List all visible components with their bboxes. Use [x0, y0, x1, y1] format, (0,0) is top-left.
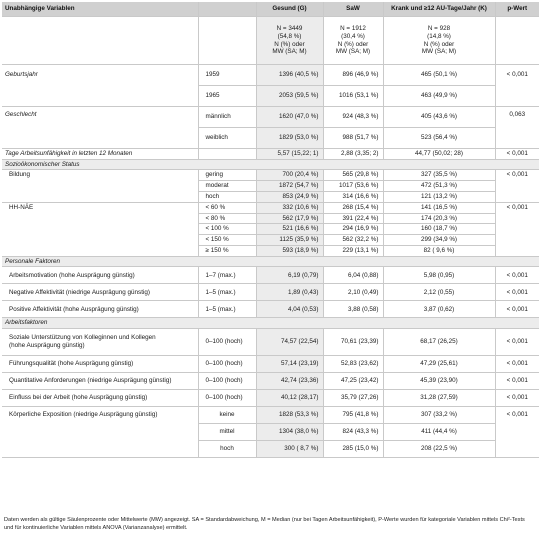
value-cell: 285 (15,0 %)	[323, 440, 383, 457]
value-cell: 2,12 (0,55)	[383, 284, 495, 301]
table-row	[2, 301, 539, 318]
scale-cell: 1–7 (max.)	[198, 267, 256, 284]
section-title-arbeit: Arbeitsfaktoren	[2, 318, 539, 329]
table-row	[2, 406, 539, 423]
p-value-cell: < 0,001	[495, 267, 539, 284]
scale-cell: 0–100 (hoch)	[198, 328, 256, 355]
scale-cell: 1–5 (max.)	[198, 301, 256, 318]
row-label: Quantitative Anforderungen (niedrige Ausprägung günstig)	[2, 372, 198, 389]
value-cell: 6,04 (0,88)	[323, 267, 383, 284]
value-cell: 307 (33,2 %)	[383, 406, 495, 423]
category-cell: 1959	[198, 65, 256, 86]
value-cell: 314 (16,6 %)	[323, 191, 383, 202]
value-cell: 1396 (40,5 %)	[256, 65, 323, 86]
category-cell: gering	[198, 170, 256, 181]
section-row	[2, 256, 539, 267]
subheader-krank: N = 928 (14,8 %) N (%) oder MW (SA; M)	[383, 17, 495, 65]
section-title-personal: Personale Faktoren	[2, 256, 539, 267]
value-cell: 229 (13,1 %)	[323, 245, 383, 256]
p-value-cell: 0,063	[495, 107, 539, 149]
value-cell: 391 (22,4 %)	[323, 213, 383, 224]
footnote	[4, 517, 538, 532]
table-row	[2, 372, 539, 389]
row-label-geburtsjahr: Geburtsjahr	[2, 65, 198, 107]
value-cell: 300 ( 8,7 %)	[256, 440, 323, 457]
value-cell: 208 (22,5 %)	[383, 440, 495, 457]
value-cell: 174 (20,3 %)	[383, 213, 495, 224]
p-value-cell: < 0,001	[495, 355, 539, 372]
row-label: Körperliche Exposition (niedrige Ausprägung günstig)	[2, 406, 198, 457]
category-cell: < 100 %	[198, 224, 256, 235]
value-cell: 5,57 (15,22; 1)	[256, 149, 323, 160]
value-cell: 700 (20,4 %)	[256, 170, 323, 181]
value-cell: 141 (16,5 %)	[383, 202, 495, 213]
table-row	[2, 149, 539, 160]
value-cell: 824 (43,3 %)	[323, 423, 383, 440]
value-cell: 1620 (47,0 %)	[256, 107, 323, 128]
row-label: Einfluss bei der Arbeit (hohe Ausprägung günstig)	[2, 389, 198, 406]
value-cell: 853 (24,9 %)	[256, 191, 323, 202]
category-cell: keine	[198, 406, 256, 423]
value-cell: 68,17 (26,25)	[383, 328, 495, 355]
table-row	[2, 170, 539, 181]
subheader-saw: N = 1912 (30,4 %) N (%) oder MW (SA; M)	[323, 17, 383, 65]
value-cell: 565 (29,8 %)	[323, 170, 383, 181]
section-row	[2, 159, 539, 170]
category-cell: ≥ 150 %	[198, 245, 256, 256]
category-cell: männlich	[198, 107, 256, 128]
table-row	[2, 328, 539, 355]
value-cell: 924 (48,3 %)	[323, 107, 383, 128]
row-label-bildung: Bildung	[2, 170, 198, 202]
value-cell: 562 (17,9 %)	[256, 213, 323, 224]
value-cell: 42,74 (23,36)	[256, 372, 323, 389]
value-cell: 1016 (53,1 %)	[323, 86, 383, 107]
p-value-cell: < 0,001	[495, 406, 539, 457]
value-cell: 57,14 (23,19)	[256, 355, 323, 372]
header-category	[198, 2, 256, 17]
value-cell: 1304 (38,0 %)	[256, 423, 323, 440]
value-cell: 795 (41,8 %)	[323, 406, 383, 423]
value-cell: 74,57 (22,54)	[256, 328, 323, 355]
value-cell: 121 (13,2 %)	[383, 191, 495, 202]
value-cell: 35,79 (27,26)	[323, 389, 383, 406]
value-cell: 294 (16,9 %)	[323, 224, 383, 235]
value-cell: 160 (18,7 %)	[383, 224, 495, 235]
value-cell: 4,04 (0,53)	[256, 301, 323, 318]
category-cell: < 150 %	[198, 235, 256, 246]
footnote-line-1: Daten werden als gültige Säulenprozente oder Mittelwerte (MW) angezeigt. SA = Standardabweichung, M = Median (nur bei Tagen Arbeitsunfähigkeit), P-Werte wurden für kategoriale Variablen mittels Chi²-Tests	[4, 517, 525, 523]
value-cell: 332 (10,6 %)	[256, 202, 323, 213]
table-row	[2, 267, 539, 284]
value-cell: 70,61 (23,39)	[323, 328, 383, 355]
header-krank: Krank und ≥12 AU-Tage/Jahr (K)	[383, 2, 495, 17]
value-cell: 411 (44,4 %)	[383, 423, 495, 440]
value-cell: 327 (35,5 %)	[383, 170, 495, 181]
value-cell: 1872 (54,7 %)	[256, 181, 323, 192]
value-cell: 3,88 (0,58)	[323, 301, 383, 318]
value-cell: 405 (43,6 %)	[383, 107, 495, 128]
scale-cell: 0–100 (hoch)	[198, 389, 256, 406]
row-label-geschlecht: Geschlecht	[2, 107, 198, 149]
table-row	[2, 355, 539, 372]
p-value-cell: < 0,001	[495, 284, 539, 301]
p-value-cell: < 0,001	[495, 328, 539, 355]
value-cell: 3,87 (0,62)	[383, 301, 495, 318]
value-cell: 593 (18,9 %)	[256, 245, 323, 256]
table-row	[2, 65, 539, 86]
category-cell: weiblich	[198, 128, 256, 149]
row-label-au: Tage Arbeitsunfähigkeit in letzten 12 Monaten	[2, 149, 198, 160]
scale-cell: 1–5 (max.)	[198, 284, 256, 301]
category-cell: hoch	[198, 440, 256, 457]
value-cell: 1828 (53,3 %)	[256, 406, 323, 423]
value-cell: 5,98 (0,95)	[383, 267, 495, 284]
row-label: Positive Affektivität (hohe Ausprägung günstig)	[2, 301, 198, 318]
scale-cell: 0–100 (hoch)	[198, 372, 256, 389]
row-label: Soziale Unterstützung von Kolleginnen und Kollegen (hohe Ausprägung günstig)	[2, 328, 198, 355]
value-cell: 1125 (35,9 %)	[256, 235, 323, 246]
table-row	[2, 389, 539, 406]
value-cell: 896 (46,9 %)	[323, 65, 383, 86]
value-cell: 463 (49,9 %)	[383, 86, 495, 107]
p-value-cell: < 0,001	[495, 301, 539, 318]
header-gesund: Gesund (G)	[256, 2, 323, 17]
value-cell: 1,89 (0,43)	[256, 284, 323, 301]
p-value-cell: < 0,001	[495, 389, 539, 406]
row-label-hh: HH-NÄE	[2, 202, 198, 256]
value-cell: 40,12 (28,17)	[256, 389, 323, 406]
table-row	[2, 284, 539, 301]
p-value-cell: < 0,001	[495, 170, 539, 202]
category-cell: 1965	[198, 86, 256, 107]
section-row	[2, 318, 539, 329]
section-title-sozio: Sozioökonomischer Status	[2, 159, 539, 170]
footnote-line-2: und für kontinuierliche Variablen mittels ANOVA (Varianzanalyse) ermittelt.	[4, 524, 188, 531]
value-cell: 47,29 (25,61)	[383, 355, 495, 372]
value-cell: 45,39 (23,90)	[383, 372, 495, 389]
value-cell: 988 (51,7 %)	[323, 128, 383, 149]
value-cell: 299 (34,9 %)	[383, 235, 495, 246]
value-cell: 2,10 (0,49)	[323, 284, 383, 301]
header-variables: Unabhängige Variablen	[2, 2, 198, 17]
p-value-cell: < 0,001	[495, 65, 539, 107]
row-label: Negative Affektivität (niedrige Ausprägung günstig)	[2, 284, 198, 301]
value-cell: 521 (16,6 %)	[256, 224, 323, 235]
value-cell: 52,83 (23,62)	[323, 355, 383, 372]
category-cell: < 60 %	[198, 202, 256, 213]
subheader-gesund: N = 3449 (54,8 %) N (%) oder MW (SA; M)	[256, 17, 323, 65]
category-cell: moderat	[198, 181, 256, 192]
category-cell: mittel	[198, 423, 256, 440]
header-saw: SaW	[323, 2, 383, 17]
row-label: Führungsqualität (hohe Ausprägung günstig)	[2, 355, 198, 372]
header-row	[2, 2, 539, 17]
table-row	[2, 107, 539, 128]
value-cell: 1017 (53,6 %)	[323, 181, 383, 192]
category-cell: < 80 %	[198, 213, 256, 224]
value-cell: 47,25 (23,42)	[323, 372, 383, 389]
value-cell: 6,19 (0,79)	[256, 267, 323, 284]
data-table	[2, 2, 539, 458]
value-cell: 82 ( 9,6 %)	[383, 245, 495, 256]
value-cell: 472 (51,3 %)	[383, 181, 495, 192]
value-cell: 2,88 (3,35; 2)	[323, 149, 383, 160]
row-label: Arbeitsmotivation (hohe Ausprägung günstig)	[2, 267, 198, 284]
p-value-cell: < 0,001	[495, 149, 539, 160]
category-cell: hoch	[198, 191, 256, 202]
value-cell: 2053 (59,5 %)	[256, 86, 323, 107]
value-cell: 44,77 (50,02; 28)	[383, 149, 495, 160]
value-cell: 523 (56,4 %)	[383, 128, 495, 149]
p-value-cell: < 0,001	[495, 202, 539, 256]
subheader-row	[2, 17, 539, 65]
table-row	[2, 202, 539, 213]
header-p-value: p-Wert	[495, 2, 539, 17]
value-cell: 562 (32,2 %)	[323, 235, 383, 246]
value-cell: 1829 (53,0 %)	[256, 128, 323, 149]
scale-cell: 0–100 (hoch)	[198, 355, 256, 372]
p-value-cell: < 0,001	[495, 372, 539, 389]
value-cell: 31,28 (27,59)	[383, 389, 495, 406]
value-cell: 465 (50,1 %)	[383, 65, 495, 86]
value-cell: 268 (15,4 %)	[323, 202, 383, 213]
